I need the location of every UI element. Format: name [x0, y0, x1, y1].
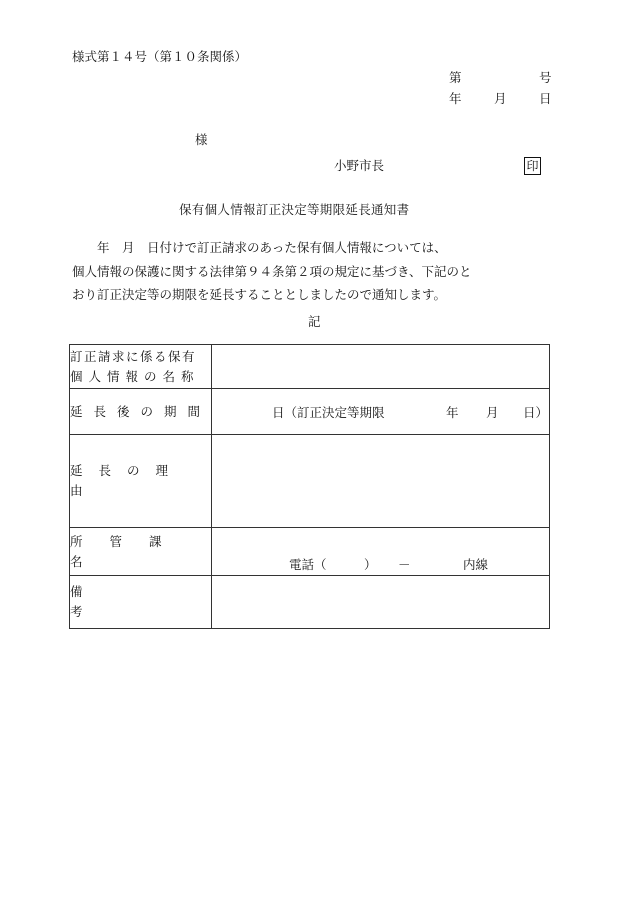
row-reason — [70, 435, 550, 528]
body-paragraph — [72, 236, 562, 307]
label-remarks-text: 備考 — [70, 584, 184, 619]
label-target-info-line1: 訂正請求に係る保有 — [70, 348, 197, 364]
form-table — [69, 344, 550, 629]
label-extended-period-text: 延長後の期間 — [70, 403, 212, 419]
row-target-info — [70, 345, 550, 389]
value-target-info[interactable] — [212, 345, 550, 389]
date-month: 月 — [494, 91, 507, 106]
phone-close: ） — [364, 557, 377, 572]
label-department — [70, 528, 212, 576]
doc-number-prefix: 第 — [449, 70, 462, 85]
body-line-3: おり訂正決定等の期限を延長することとしましたので通知します。 — [72, 287, 447, 302]
ki-heading: 記 — [308, 314, 321, 329]
extension-label: 内線 — [463, 557, 489, 572]
row-extended-period — [70, 389, 550, 435]
label-target-info-line2: 個人情報の名称 — [70, 368, 200, 384]
period-year: 年 — [446, 405, 459, 420]
value-extended-period[interactable] — [212, 389, 550, 435]
value-reason[interactable] — [212, 435, 550, 528]
body-line-2: 個人情報の保護に関する法律第９４条第２項の規定に基づき、下記のと — [72, 263, 472, 279]
period-day-close: 日） — [523, 405, 549, 420]
value-remarks[interactable] — [212, 576, 550, 629]
phone-label: 電話（ — [289, 557, 327, 572]
row-remarks — [70, 576, 550, 629]
doc-number-suffix: 号 — [539, 70, 552, 85]
phone-dash: － — [398, 557, 411, 572]
label-reason — [70, 435, 212, 528]
document-title: 保有個人情報訂正決定等期限延長通知書 — [179, 202, 410, 217]
label-extended-period — [70, 389, 212, 435]
label-target-info — [70, 345, 212, 389]
period-day-deadline: 日（訂正決定等期限 — [272, 405, 385, 420]
label-reason-text: 延長の理由 — [70, 463, 185, 498]
period-month: 月 — [486, 405, 499, 420]
issuer-name: 小野市長 — [334, 158, 385, 173]
form-number: 様式第１４号（第１０条関係） — [72, 49, 248, 64]
body-line-1: 年 月 日付けで訂正請求のあった保有個人情報については、 — [72, 240, 447, 255]
seal-mark: 印 — [524, 157, 541, 175]
row-department — [70, 528, 550, 576]
label-department-text: 所管課名 — [70, 533, 189, 569]
addressee-honorific: 様 — [195, 132, 208, 147]
label-remarks — [70, 576, 212, 629]
value-department[interactable] — [212, 528, 550, 576]
date-day: 日 — [539, 91, 552, 106]
date-year: 年 — [449, 91, 462, 106]
